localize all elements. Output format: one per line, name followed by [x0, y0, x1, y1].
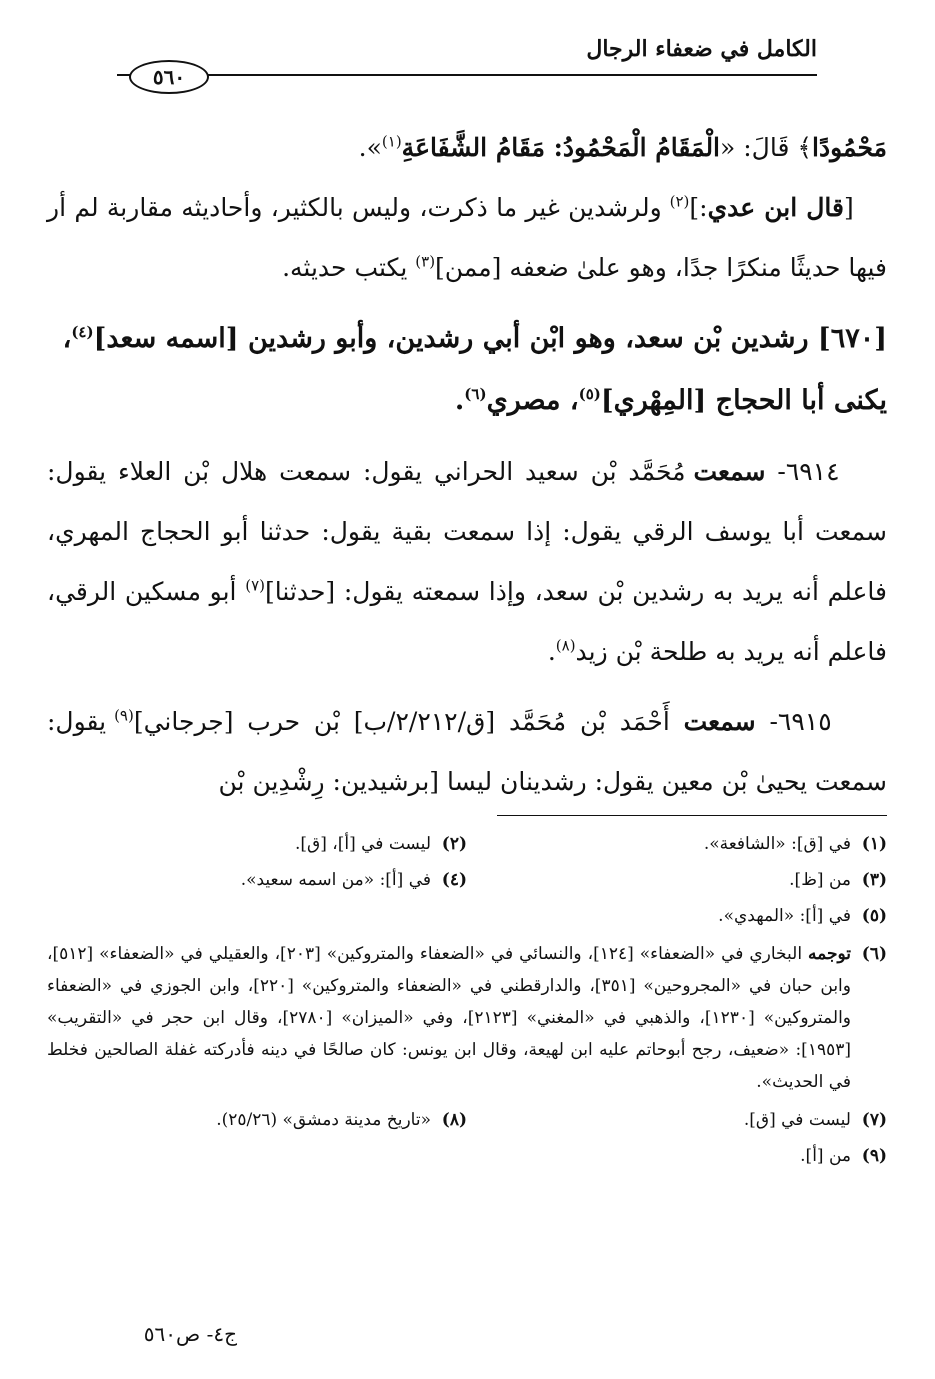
- bracket-close: :]: [689, 193, 708, 222]
- verse-connector: ﴾ قَالَ: «: [720, 133, 813, 162]
- footnotes: [47, 826, 887, 1174]
- footnote-7: (٧)ليست في [ق].: [743, 1110, 887, 1130]
- footnote-1: (١)في [ق]: «الشافعة».: [703, 834, 887, 854]
- hadith-text-1: أَحْمَد بْن مُحَمَّد [ق/٢/٢١٢/ب] بْن حرب [جرجاني]: [133, 707, 684, 736]
- footnote-row: [47, 826, 887, 862]
- hadith-quote: الْمَقَامُ الْمَحْمُودُ: مَقَامُ الشَّفَاعَةِ: [401, 133, 721, 162]
- page-number-badge: [129, 60, 209, 94]
- page-number: ٥٦٠: [152, 65, 186, 89]
- footnote-6-text: البخاري في «الضعفاء» [١٢٤]، والنسائي في «الضعفاء والمتروكين» [٢٠٣]، والعقيلي في «الضعفاء» [٥١٢]، وابن حبان في «المجروحين» [٣٥١]، والدارقطني في «الضعفاء والمتروكين» [٢٢٠]، وابن الجوزي في «الضعفاء والمتروكين» [١٢٣٠]، والذهبي في «المغني» [٢١٢٣]، وفي «الميزان» [٢٧٨٠]، وقال ابن حجر في «التقريب» [١٩٥٣]: «ضعيف، رجح أبوحاتم عليه ابن لهيعة، وقال ابن يونس: كان صالحًا في دينه فأدركته غفلة الصالحين فخلط في الحديث».: [47, 944, 852, 1092]
- footnote-8: (٨)«تاريخ مدينة دمشق» (٢٥/٢٦).: [216, 1110, 467, 1130]
- footnote-ref-2: (٢): [669, 192, 690, 211]
- footnote-9: (٩)من [أ].: [800, 1146, 887, 1166]
- footnote-6-label: توجمه: [808, 944, 851, 964]
- hadith-6915: [47, 692, 887, 812]
- footnote-ref-1: (١): [381, 132, 402, 151]
- footnote-5: (٥)في [أ]: «المهدي».: [718, 906, 887, 926]
- header-rule: [117, 74, 817, 76]
- entry-text-3: ، مصري: [486, 385, 579, 416]
- hadith-text-2: أبو مسكين الرقي، فاعلم أنه يريد به طلحة بْن زيد: [47, 577, 887, 666]
- footnote-row: [47, 1102, 887, 1138]
- quote-end: ».: [358, 133, 382, 162]
- footnote-ref-7: (٧): [245, 576, 265, 595]
- ibn-adi-paragraph: [47, 178, 887, 298]
- verse-word: مَحْمُودًا: [812, 133, 887, 162]
- paragraph-text: ولرشدين غير ما ذكرت، وليس بالكثير، وأحاديثه مقاربة لم أر فيها حديثًا منكرًا جدًا، وهو علىٰ ضعفه [ممن]: [47, 193, 887, 282]
- entry-end: .: [454, 385, 465, 416]
- footnote-divider: [497, 815, 887, 816]
- footnote-2: (٢)ليست في [أ]، [ق].: [294, 834, 467, 854]
- hadith-number: ٦٩١٥-: [755, 707, 832, 736]
- entry-text-2: ، يكنى أبا الحجاج [المِهْري]: [62, 323, 887, 416]
- footnote-ref-5: (٥): [578, 385, 601, 403]
- paragraph-end: يكتب حديثه.: [282, 253, 416, 282]
- page-header: [117, 32, 817, 92]
- verse-line: [47, 118, 887, 178]
- hadith-6914: [47, 442, 887, 682]
- hadith-verb: سمعت: [693, 457, 766, 486]
- hadith-text-2: يقول: سمعت يحيىٰ بْن معين يقول: رشدينان ليسا [برشيدين: رِشْدِين بْن: [47, 707, 887, 796]
- hadith-end: .: [547, 637, 556, 666]
- footnote-6: (٦) توجمه البخاري في «الضعفاء» [١٢٤]، والنسائي في «الضعفاء والمتروكين» [٢٠٣]، والعقيلي في «الضعفاء» [٥١٢]، وابن حبان في «المجروحين» [٣٥١]، والدارقطني في «الضعفاء والمتروكين» [٢٢٠]، وابن الجوزي في «الضعفاء والمتروكين» [١٢٣٠]، والذهبي في «المغني» [٢١٢٣]، وفي «الميزان» [٢٧٨٠]، وقال ابن حجر في «التقريب» [١٩٥٣]: «ضعيف، رجح أبوحاتم عليه ابن لهيعة، وقال ابن يونس: كان صالحًا في دينه فأدركته غفلة الصالحين فخلط في الحديث».: [47, 944, 887, 1092]
- footnote-ref-9: (٩): [114, 706, 134, 725]
- narrator-entry-heading: [47, 308, 887, 432]
- book-title: الكامل في ضعفاء الرجال: [586, 36, 817, 62]
- hadith-number: ٦٩١٤-: [765, 457, 840, 486]
- ibn-adi-label: قال ابن عدي: [707, 193, 844, 222]
- hadith-verb: سمعت: [683, 707, 756, 736]
- bracket-open: [: [844, 193, 854, 222]
- footnote-ref-8: (٨): [555, 636, 576, 655]
- footnote-row: [47, 1138, 887, 1174]
- hadith-text-1: مُحَمَّد بْن سعيد الحراني يقول: سمعت هلال بْن العلاء يقول: سمعت أبا يوسف الرقي يقول: إذا سمعت بقية يقول: حدثنا أبو الحجاج المهري، فاعلم أنه يريد به رشدين بْن سعد، وإذا سمعته يقول: [حدثنا]: [47, 457, 887, 606]
- footnote-row: [47, 898, 887, 934]
- footnote-ref-6: (٦): [464, 385, 487, 403]
- volume-page-signature: ج٤- ص٥٦٠: [143, 1322, 237, 1346]
- footnote-ref-3: (٣): [415, 252, 436, 271]
- entry-text-1: [٦٧٠] رشدين بْن سعد، وهو ابْن أبي رشدين، وأبو رشدين [اسمه سعد]: [93, 323, 887, 354]
- main-text: [47, 118, 887, 812]
- footnote-row: [47, 862, 887, 898]
- footnote-4: (٤)في [أ]: «من اسمه سعيد».: [240, 870, 467, 890]
- footnote-ref-4: (٤): [71, 323, 94, 341]
- footnote-3: (٣)من [ظ].: [789, 870, 887, 890]
